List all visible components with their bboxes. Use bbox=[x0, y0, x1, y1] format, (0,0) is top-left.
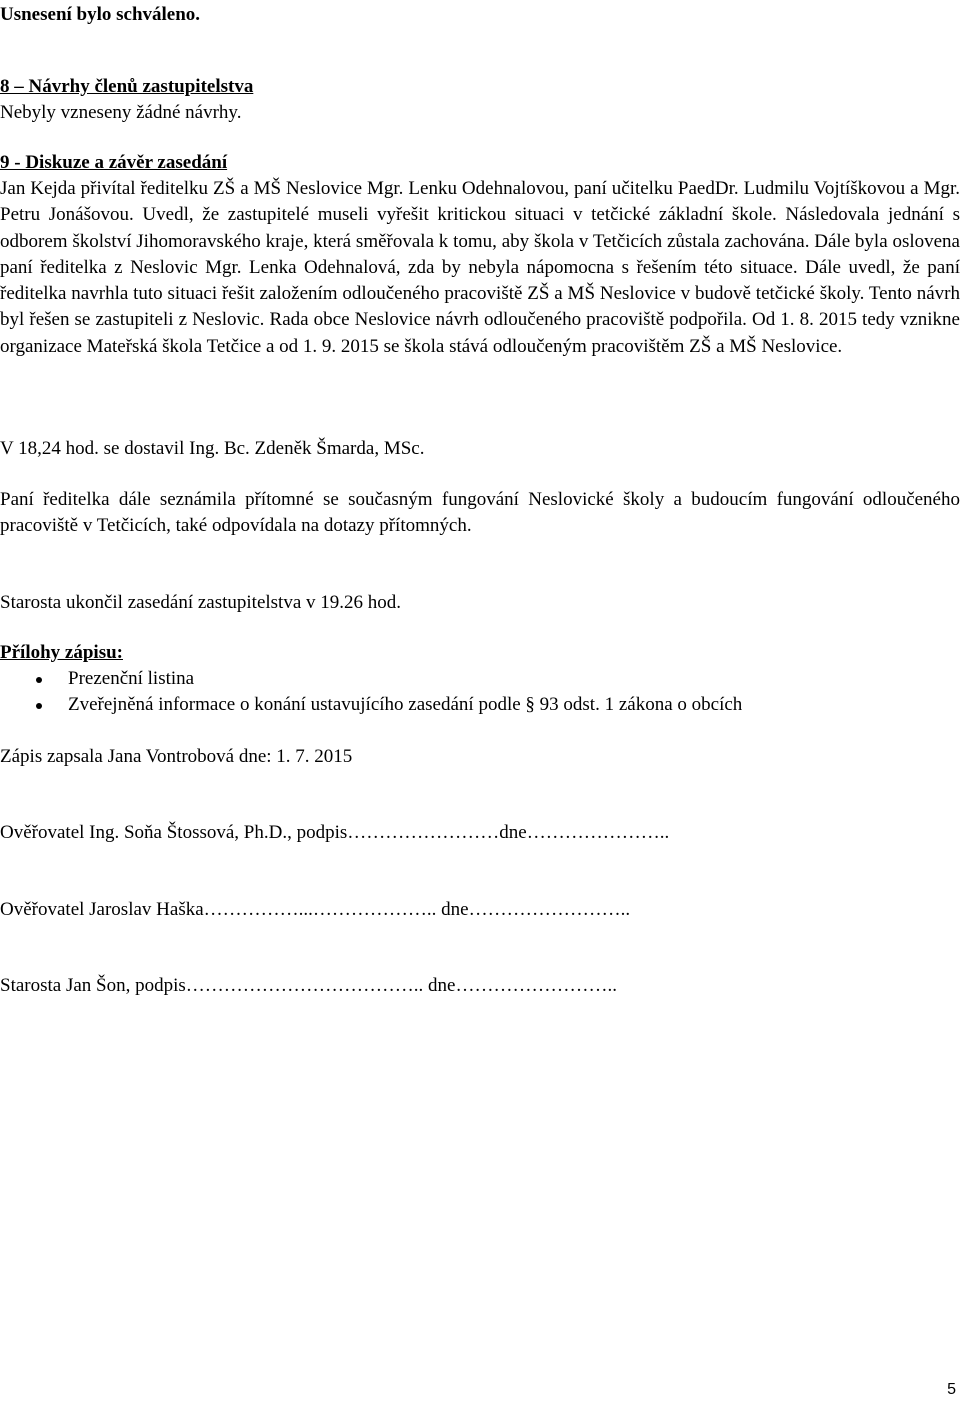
bullet-icon bbox=[36, 703, 42, 709]
approval-status: Usnesení bylo schváleno. bbox=[0, 4, 201, 25]
arrival-note: V 18,24 hod. se dostavil Ing. Bc. Zdeněk Šmarda, MSc. bbox=[0, 438, 425, 459]
verifier-2-signature-line: Ověřovatel Jaroslav Haška……………...……………….. dne…………………….. bbox=[0, 899, 631, 920]
attachment-item-label: Zveřejněná informace o konání ustavujícího zasedání podle § 93 odst. 1 zákona o obcích bbox=[68, 694, 743, 715]
verifier-1-signature-line: Ověřovatel Ing. Soňa Štossová, Ph.D., podpis……………………dne………………….. bbox=[0, 822, 670, 843]
section-8-heading: 8 – Návrhy členů zastupitelstva bbox=[0, 76, 254, 97]
page-number: 5 bbox=[947, 1381, 956, 1398]
mayor-signature-line: Starosta Jan Šon, podpis……………………………….. dne…………………….. bbox=[0, 975, 617, 996]
section-8-text: Nebyly vzneseny žádné návrhy. bbox=[0, 102, 242, 123]
section-9-paragraph: Jan Kejda přivítal ředitelku ZŠ a MŠ Neslovice Mgr. Lenku Odehnalovou, paní učitelku PaedDr. Ludmilu Vojtíškovou a Mgr. Petru Jonášovou. Uvedl, že zastupitelé museli vyřešit kritickou situaci v tetčické základní škole. Následovala jednání s odborem školství Jihomoravského kraje, která směřovala k tomu, aby škola v Tetčicích zůstala zachována. Dále byla oslovena paní ředitelka z Neslovic Mgr. Lenka Odehnalová, zda by nebyla nápomocna s řešením této situace. Dále uvedl, že paní ředitelka navrhla tuto situaci řešit založením odloučeného pracoviště ZŠ a MŠ Neslovice v budově tetčické školy. Tento návrh byl řešen se zastupiteli z Neslovic. Rada obce Neslovice návrh odloučeného pracoviště podpořila. Od 1. 8. 2015 tedy vznikne organizace Mateřská škola Tetčice a od 1. 9. 2015 se škola stává odloučeným pracovištěm ZŠ a MŠ Neslovice. bbox=[0, 178, 960, 357]
attachment-item-label: Prezenční listina bbox=[68, 668, 195, 689]
meeting-closing: Starosta ukončil zasedání zastupitelstva v 19.26 hod. bbox=[0, 592, 402, 613]
bullet-icon bbox=[36, 677, 42, 683]
director-paragraph: Paní ředitelka dále seznámila přítomné se současným fungování Neslovické školy a budoucím fungování odloučeného pracoviště v Tetčicích, také odpovídala na dotazy přítomných. bbox=[0, 489, 960, 537]
attachments-heading: Přílohy zápisu: bbox=[0, 642, 123, 663]
recorded-by: Zápis zapsala Jana Vontrobová dne: 1. 7. 2015 bbox=[0, 746, 353, 767]
section-9-heading: 9 - Diskuze a závěr zasedání bbox=[0, 152, 228, 173]
